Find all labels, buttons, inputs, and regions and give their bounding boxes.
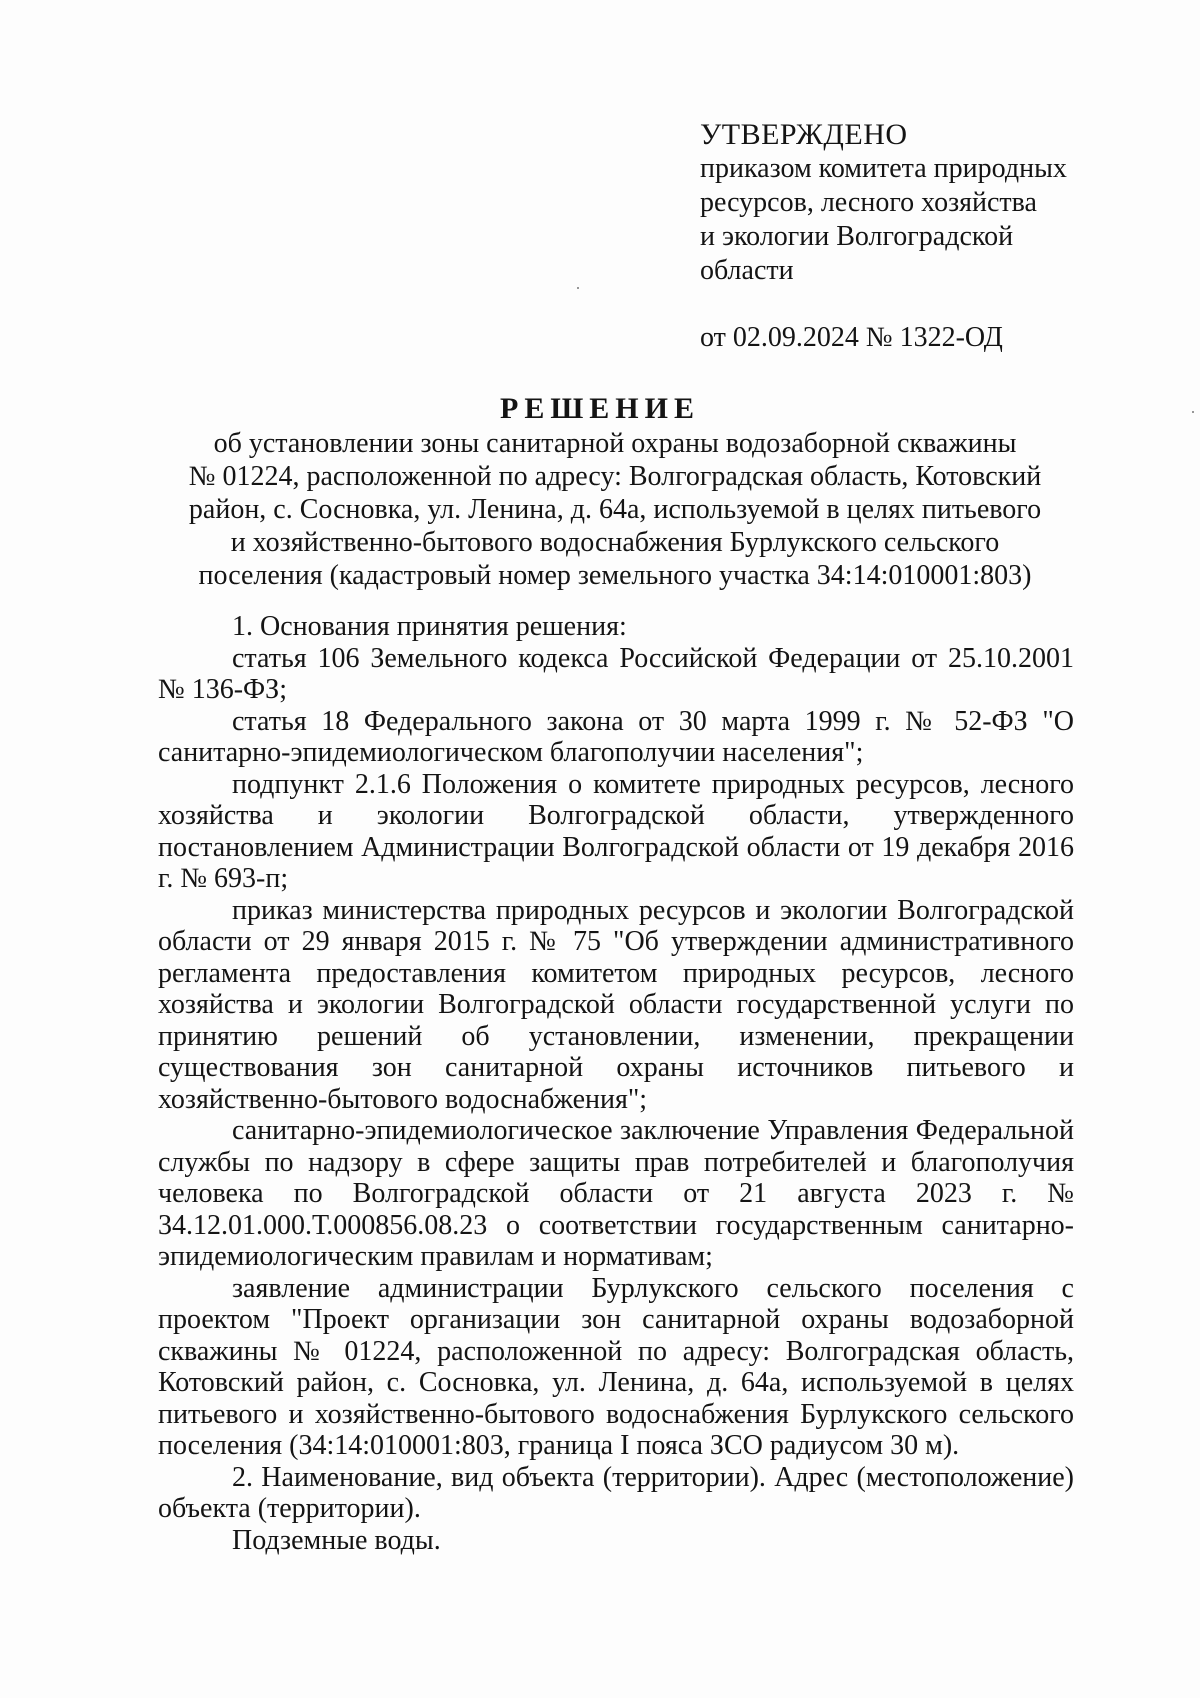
- subject-line: и хозяйственно-бытового водоснабжения Бурлукского сельского: [230, 527, 1000, 558]
- basis-item: приказ министерства природных ресурсов и экологии Волгоградской области от 29 января 2015 г. № 75 "Об утверждении административного регламента предоставления комитетом природных ресурсов, лесного хозяйства и экологии Волгоградской области государственной услуги по принятию решений об установлении, изменении, прекращении существования зон санитарной охраны источников питьевого и хозяйственно-бытового водоснабжения";: [158, 894, 1074, 1115]
- subject-line: район, с. Сосновка, ул. Ленина, д. 64а, используемой в целях питьевого: [188, 494, 1042, 525]
- basis-item: статья 106 Земельного кодекса Российской Федерации от 25.10.2001 № 136-ФЗ;: [158, 642, 1074, 705]
- subject-line: № 01224, расположенной по адресу: Волгоградская область, Котовский: [188, 461, 1042, 492]
- document-subject: [150, 427, 1080, 592]
- approval-stamp-block: [700, 118, 1120, 355]
- document-body: [158, 611, 1074, 1556]
- approval-line: ресурсов, лесного хозяйства: [700, 187, 1037, 218]
- approval-line: области: [700, 255, 794, 286]
- approval-line: приказом комитета природных: [700, 153, 1067, 184]
- scan-speck: [577, 287, 579, 289]
- basis-item: санитарно-эпидемиологическое заключение Управления Федеральной службы по надзору в сфере защиты прав потребителей и благополучия человека по Волгоградской области от 21 августа 2023 г. № 34.12.01.000.Т.000856.08.23 о соответствии государственным санитарно-эпидемиологическим правилам и нормативам;: [158, 1115, 1074, 1272]
- basis-item: подпункт 2.1.6 Положения о комитете природных ресурсов, лесного хозяйства и экологии Волгоградской области, утвержденного постановлением Администрации Волгоградской области от 19 декабря 2016 г. № 693-п;: [158, 768, 1074, 894]
- basis-item: заявление администрации Бурлукского сельского поселения с проектом "Проект организации зон санитарной охраны водозаборной скважины № 01224, расположенной по адресу: Волгоградская область, Котовский район, с. Сосновка, ул. Ленина, д. 64а, используемой в целях питьевого и хозяйственно-бытового водоснабжения Бурлукского сельского поселения (34:14:010001:803, граница I пояса ЗСО радиусом 30 м).: [158, 1272, 1074, 1461]
- section-1-heading: 1. Основания принятия решения:: [232, 611, 627, 642]
- approval-line: и экологии Волгоградской: [700, 221, 1014, 252]
- approval-label: УТВЕРЖДЕНО: [700, 118, 908, 151]
- document-title: РЕШЕНИЕ: [500, 392, 700, 425]
- subject-line: об установлении зоны санитарной охраны водозаборной скважины: [213, 428, 1017, 459]
- basis-item: статья 18 Федерального закона от 30 марта 1999 г. № 52-ФЗ "О санитарно-эпидемиологическом благополучии населения";: [158, 705, 1074, 768]
- section-2-heading: 2. Наименование, вид объекта (территории). Адрес (местоположение) объекта (территории).: [158, 1461, 1074, 1524]
- scan-speck: [1192, 411, 1194, 413]
- subject-line: поселения (кадастровый номер земельного участка 34:14:010001:803): [198, 560, 1032, 591]
- approval-date: от 02.09.2024 № 1322-ОД: [700, 322, 1003, 353]
- section-2-text: Подземные воды.: [232, 1524, 441, 1556]
